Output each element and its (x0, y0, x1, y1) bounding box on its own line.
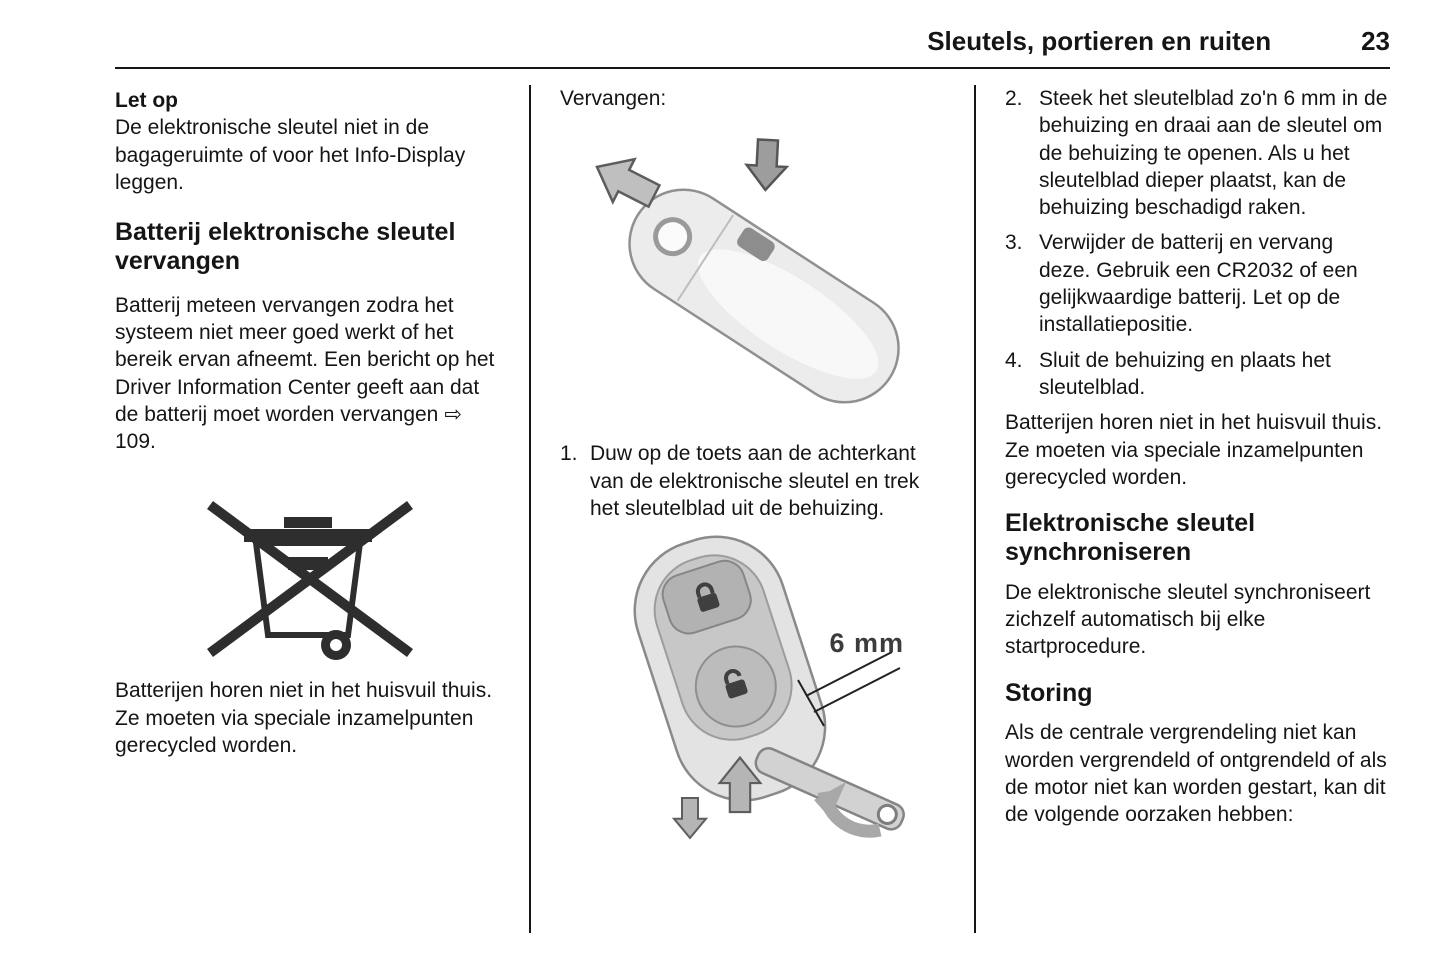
replace-label: Vervangen: (560, 87, 667, 110)
step-2-number: 2. (1005, 87, 1023, 110)
step-1 (560, 440, 945, 522)
step-3-number: 3. (1005, 231, 1023, 255)
step-3 (1005, 229, 1390, 338)
fault-paragraph: Als de centrale vergrendeling niet kan worden vergrendeld of ontgrendeld of als de motor niet kan worden gestart, kan dit de volgende oorzaken hebben: (1005, 721, 1387, 827)
content-columns (115, 85, 1390, 933)
key-fob-blade-illustration (562, 530, 944, 842)
page-number: 23 (1361, 26, 1390, 56)
column-divider-1 (529, 85, 531, 933)
recycling-paragraph-2: Batterijen horen niet in het huisvuil thuis. Ze moeten via speciale inzamelpunten gerecycled worden. (1005, 411, 1383, 489)
page-header (115, 26, 1390, 67)
step-3-text: Verwijder de batterij en vervang deze. Gebruik een CR2032 of een gelijkwaardige batterij. Let op de installatiepositie. (1039, 231, 1358, 337)
section-heading-sync: Elektronische sleutel synchroniseren (1005, 509, 1256, 566)
column-2 (560, 85, 945, 933)
column-1 (115, 85, 500, 933)
dimension-label: 6 mm (829, 628, 905, 659)
key-fob-blade-image (562, 530, 944, 842)
step-1-text: Duw op de toets aan de achterkant van de elektronische sleutel en trek het sleutelblad uit de behuizing. (590, 442, 920, 520)
battery-paragraph: Batterij meteen vervangen zodra het systeem niet meer goed werkt of het bereik ervan afneemt. Een bericht op het Driver Information Center geeft aan dat de batterij moet worden vervangen ⇨ 109. (115, 293, 495, 454)
header-rule (115, 67, 1390, 69)
step-2-text: Steek het sleutelblad zo'n 6 mm in de behuizing en draai aan de sleutel om de behuizing te openen. Als u het sleutelblad dieper plaatst, kan de behuizing beschadigd raken. (1039, 87, 1388, 220)
key-fob-open-illustration (562, 122, 944, 434)
note-title: Let op (115, 89, 178, 112)
section-heading-battery: Batterij elektronische sleutel vervangen (115, 218, 456, 275)
step-2 (1005, 85, 1390, 221)
key-fob-open-image (562, 122, 944, 434)
column-3 (1005, 85, 1390, 933)
recycling-paragraph: Batterijen horen niet in het huisvuil thuis. Ze moeten via speciale inzamelpunten gerecycled worden. (115, 679, 493, 758)
column-divider-2 (974, 85, 976, 933)
step-1-number: 1. (560, 442, 578, 466)
weee-crossed-bin-illustration (188, 477, 428, 667)
note-body: De elektronische sleutel niet in de bagageruimte of voor het Info-Display leggen. (115, 116, 466, 194)
section-heading-fault: Storing (1005, 678, 1093, 707)
header-title: Sleutels, portieren en ruiten (927, 26, 1272, 56)
step-4 (1005, 347, 1390, 402)
step-4-number: 4. (1005, 348, 1023, 372)
sync-paragraph: De elektronische sleutel synchroniseert zichzelf automatisch bij elke startprocedure. (1005, 580, 1371, 659)
crossed-wheelie-bin-icon (188, 477, 428, 667)
step-4-text: Sluit de behuizing en plaats het sleutelblad. (1039, 348, 1331, 399)
